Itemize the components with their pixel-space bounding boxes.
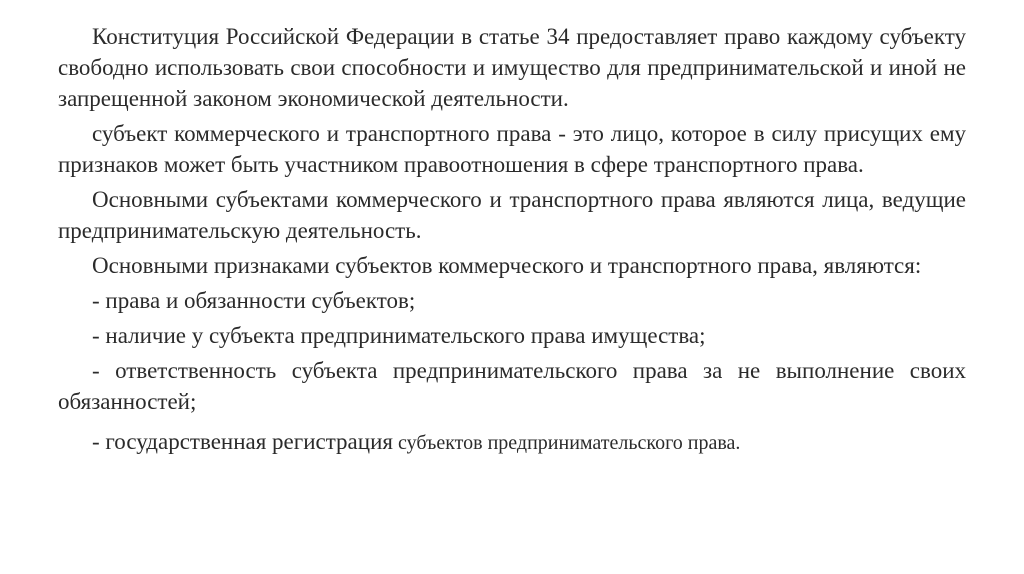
paragraph-constitution: Конституция Российской Федерации в статье 34 предоставляет право каждому субъекту свободно использовать свои способности и имущество для предпринимательской и иной не запрещенной законом экономической деятельности. [58,24,966,111]
list-item-registration [58,426,966,459]
list-item-property: - наличие у субъекта предпринимательского права имущества; [92,323,706,348]
registration-text-small: субъектов предпринимательского права. [392,432,741,454]
paragraph-main-features: Основными признаками субъектов коммерческого и транспортного права, являются: [92,253,922,278]
paragraph-main-subjects: Основными субъектами коммерческого и транспортного права являются лица, ведущие предпринимательскую деятельность. [58,187,966,243]
list-item-responsibility: - ответственность субъекта предпринимательского права за не выполнение своих обязанностей; [58,358,966,414]
list-item-rights: - права и обязанности субъектов; [92,288,416,313]
registration-text-main: - государственная регистрация [92,429,393,454]
paragraph-subject-definition: субъект коммерческого и транспортного права - это лицо, которое в силу присущих ему признаков может быть участником правоотношения в сфере транспортного права. [58,121,966,177]
